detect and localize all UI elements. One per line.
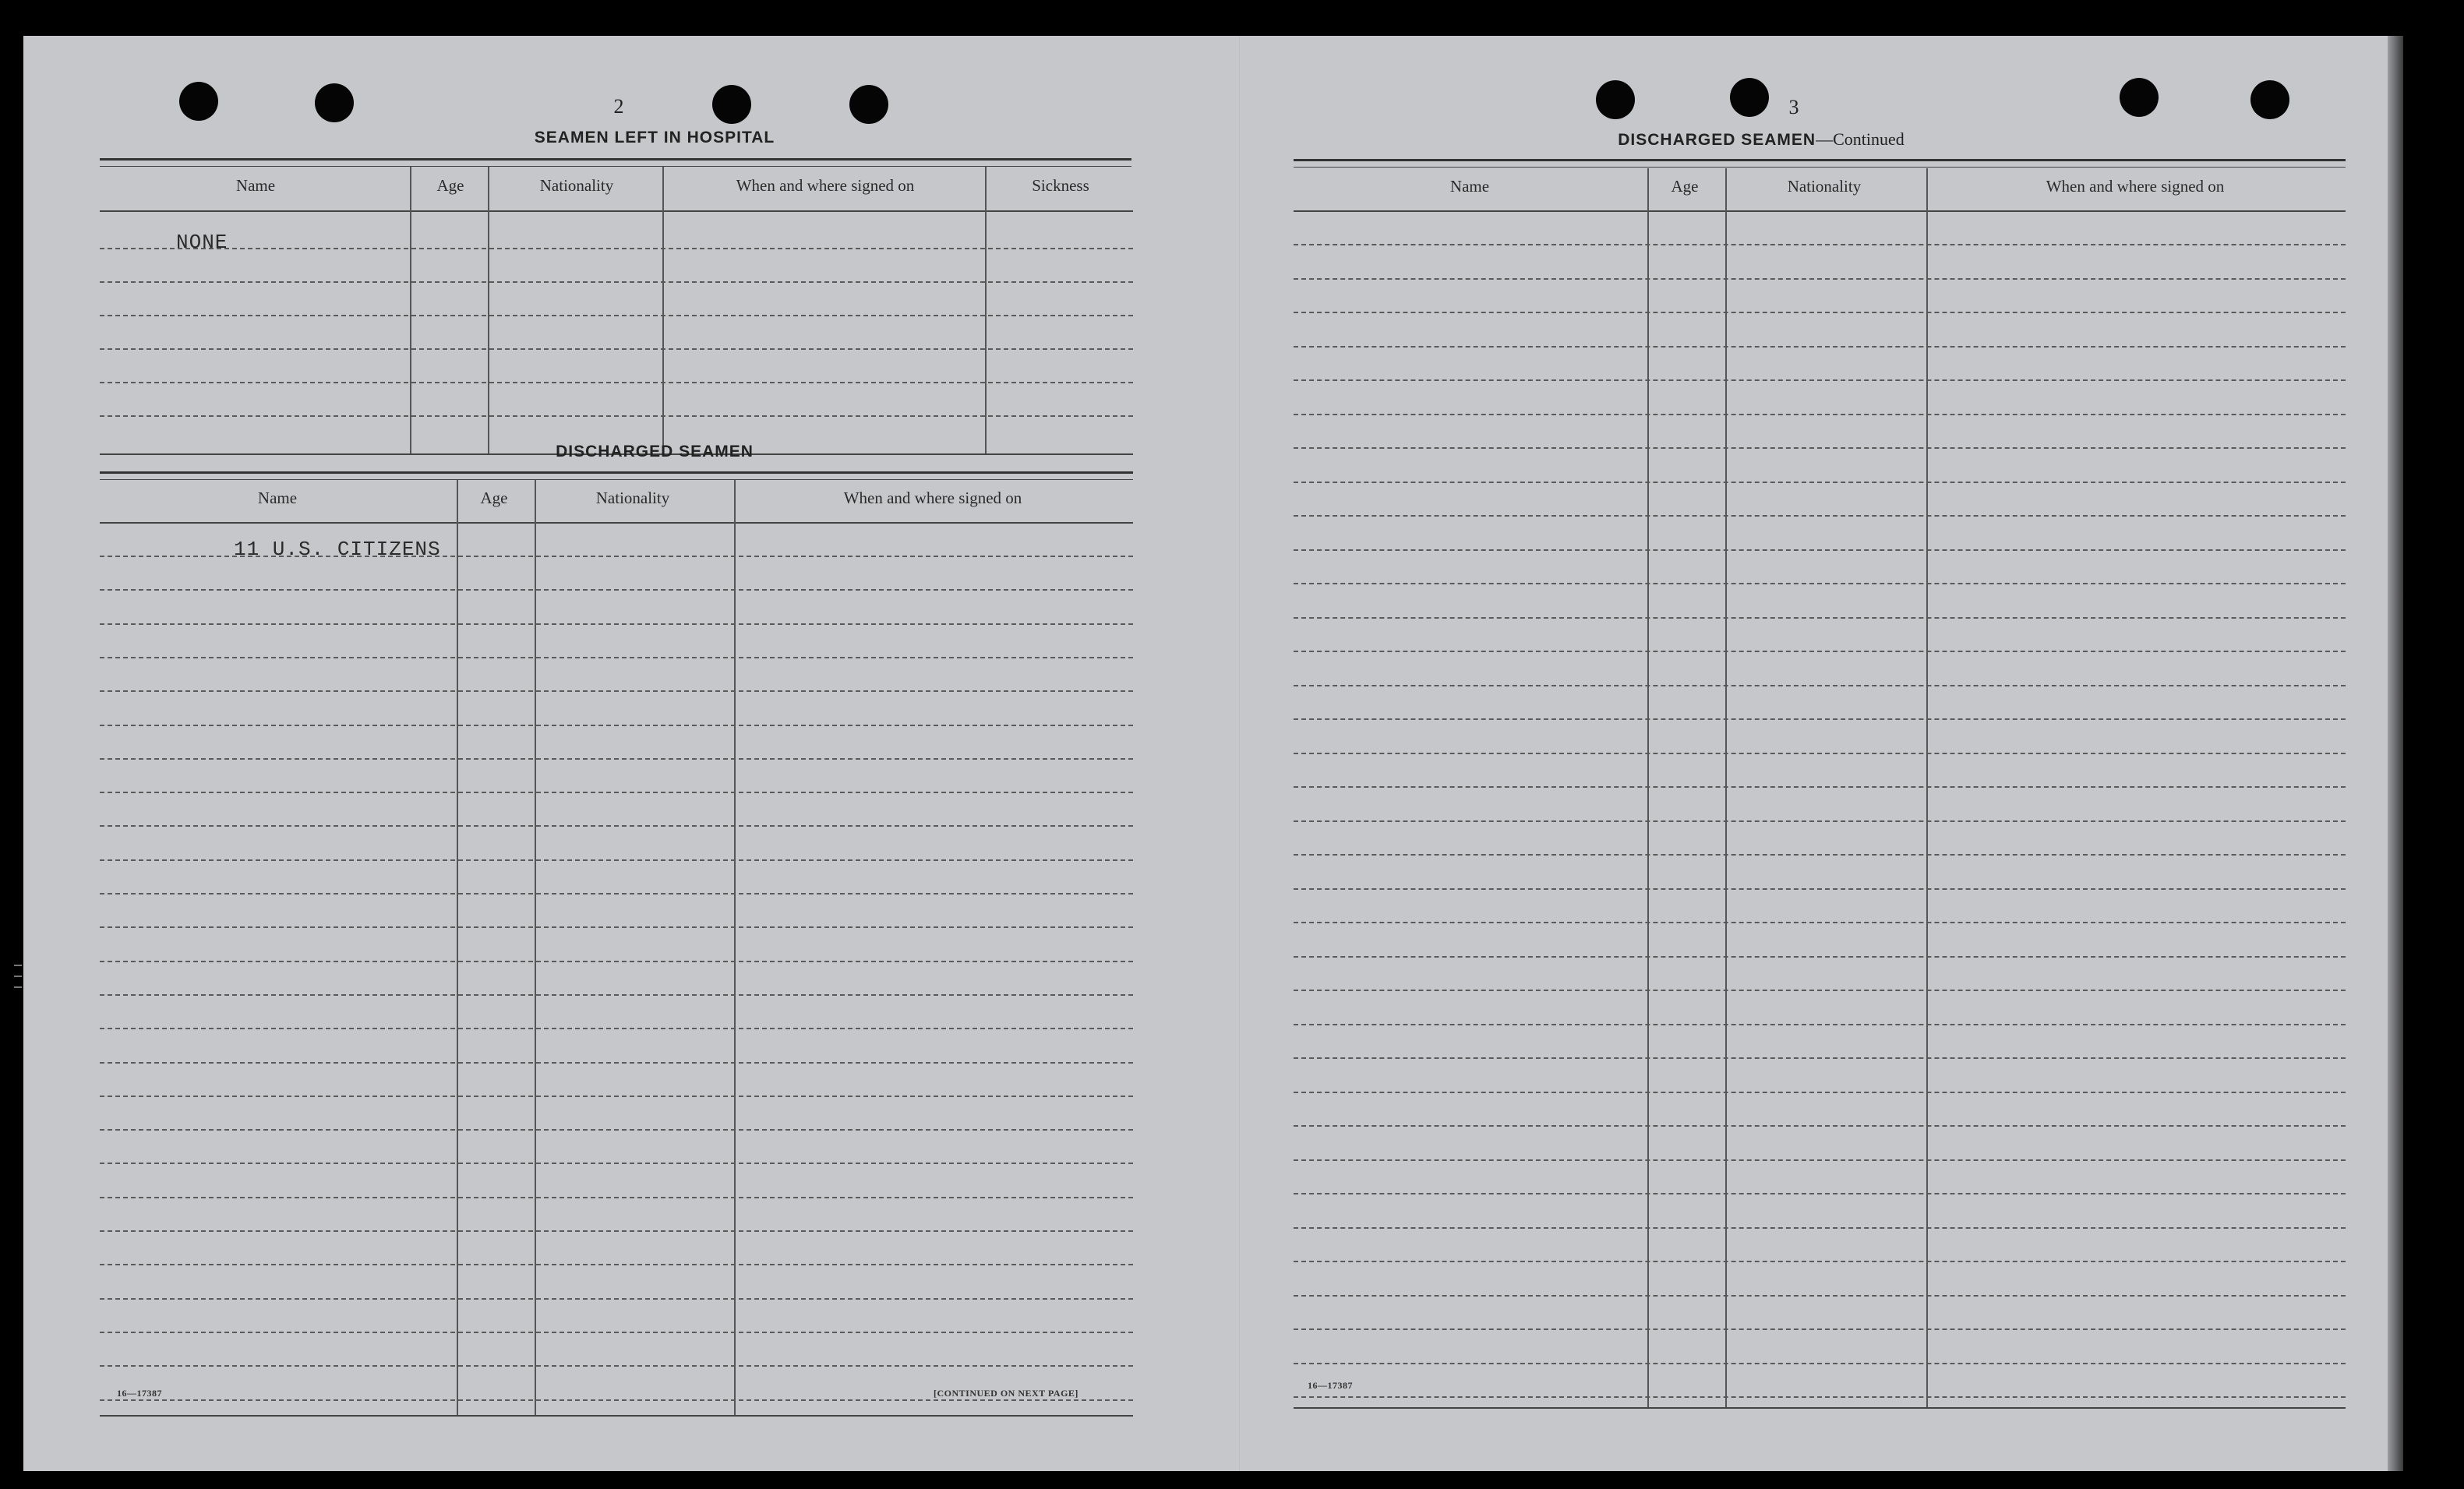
row-line xyxy=(1294,718,2346,720)
punch-hole-icon xyxy=(1730,78,1769,117)
form-number: 16—17387 xyxy=(117,1388,162,1399)
row-line xyxy=(100,657,1133,658)
row-line xyxy=(1294,1092,2346,1093)
edge-mark xyxy=(14,965,22,966)
row-line xyxy=(100,1365,1133,1367)
continued-note: [CONTINUED ON NEXT PAGE] xyxy=(934,1388,1078,1399)
row-line xyxy=(100,415,1133,417)
row-line xyxy=(1294,1125,2346,1127)
column-divider xyxy=(535,480,536,1415)
row-line xyxy=(1294,1295,2346,1297)
punch-hole-icon xyxy=(179,82,218,121)
double-rule xyxy=(100,471,1133,480)
row-line xyxy=(100,623,1133,625)
row-line xyxy=(1294,549,2346,551)
col-header-age: Age xyxy=(1671,177,1699,196)
row-line xyxy=(1294,1396,2346,1398)
col-header-age: Age xyxy=(480,489,508,507)
row-line xyxy=(1294,617,2346,619)
punch-hole-icon xyxy=(712,85,751,124)
row-line xyxy=(100,1230,1133,1232)
punch-hole-icon xyxy=(849,85,888,124)
row-line xyxy=(1294,447,2346,449)
col-header-name: Name xyxy=(235,176,276,195)
row-line xyxy=(100,1264,1133,1265)
row-line xyxy=(100,994,1133,996)
row-line xyxy=(100,248,1133,249)
row-line xyxy=(1294,1328,2346,1330)
page-number: 3 xyxy=(1788,96,1799,118)
row-line xyxy=(100,1129,1133,1131)
row-line xyxy=(1294,820,2346,822)
row-line xyxy=(1294,888,2346,890)
row-line xyxy=(1294,753,2346,754)
column-divider xyxy=(734,480,736,1415)
page-fold xyxy=(1239,36,1241,1471)
column-divider xyxy=(1647,168,1649,1407)
column-divider xyxy=(1725,168,1727,1407)
row-line xyxy=(1294,651,2346,652)
row-line xyxy=(100,690,1133,692)
row-line xyxy=(1294,1159,2346,1161)
punch-hole-icon xyxy=(2250,80,2289,119)
punch-hole-icon xyxy=(315,83,354,122)
double-rule xyxy=(1294,159,2346,168)
column-divider xyxy=(457,480,458,1415)
row-line xyxy=(100,1332,1133,1333)
row-line xyxy=(100,825,1133,827)
hospital-section-title: SEAMEN LEFT IN HOSPITAL xyxy=(534,129,775,146)
row-line xyxy=(1294,685,2346,686)
row-line xyxy=(1294,786,2346,788)
row-line xyxy=(1294,1193,2346,1194)
row-line xyxy=(1294,990,2346,991)
row-line xyxy=(100,281,1133,283)
header-rule xyxy=(1294,210,2346,212)
col-header-sickness: Sickness xyxy=(1032,176,1089,195)
row-line xyxy=(100,382,1133,383)
hospital-entry-name: NONE xyxy=(176,231,228,254)
table-bottom-rule xyxy=(100,1415,1133,1417)
row-line xyxy=(1294,1057,2346,1059)
title-main: DISCHARGED SEAMEN xyxy=(1618,131,1816,149)
row-line xyxy=(100,1298,1133,1300)
document-sheet xyxy=(23,36,2399,1471)
sheet-edge-shadow xyxy=(2388,36,2403,1471)
row-line xyxy=(1294,244,2346,245)
col-header-nationality: Nationality xyxy=(595,489,670,507)
col-header-signed-on: When and where signed on xyxy=(843,489,1022,507)
row-line xyxy=(100,1028,1133,1029)
row-line xyxy=(1294,1261,2346,1262)
row-line xyxy=(100,893,1133,894)
row-line xyxy=(1294,1227,2346,1229)
column-divider xyxy=(488,167,489,453)
row-line xyxy=(1294,414,2346,415)
row-line xyxy=(1294,1363,2346,1364)
table-bottom-rule xyxy=(1294,1407,2346,1409)
row-line xyxy=(100,589,1133,591)
title-suffix: —Continued xyxy=(1816,129,1904,149)
form-number: 16—17387 xyxy=(1308,1380,1353,1391)
discharged-continued-title xyxy=(1566,129,1956,150)
punch-hole-icon xyxy=(2120,78,2159,117)
column-divider xyxy=(985,167,987,453)
row-line xyxy=(1294,854,2346,856)
row-line xyxy=(100,961,1133,962)
row-line xyxy=(1294,922,2346,923)
col-header-age: Age xyxy=(436,176,464,195)
row-line xyxy=(1294,346,2346,348)
row-line xyxy=(100,926,1133,928)
column-divider xyxy=(662,167,664,453)
row-line xyxy=(100,348,1133,350)
row-line xyxy=(100,315,1133,316)
row-line xyxy=(1294,956,2346,958)
column-divider xyxy=(410,167,411,453)
col-header-name: Name xyxy=(257,489,298,507)
col-header-signed-on: When and where signed on xyxy=(2046,177,2225,196)
discharged-section-title: DISCHARGED SEAMEN xyxy=(556,443,754,460)
row-line xyxy=(100,1062,1133,1064)
row-line xyxy=(1294,278,2346,280)
row-line xyxy=(1294,379,2346,381)
row-line xyxy=(100,1096,1133,1097)
col-header-nationality: Nationality xyxy=(1787,177,1862,196)
row-line xyxy=(100,859,1133,861)
row-line xyxy=(1294,583,2346,584)
punch-hole-icon xyxy=(1596,80,1635,119)
column-divider xyxy=(1926,168,1928,1407)
row-line xyxy=(100,1197,1133,1198)
row-line xyxy=(1294,482,2346,483)
discharged-entry-name: 11 U.S. CITIZENS xyxy=(234,538,441,561)
col-header-signed-on: When and where signed on xyxy=(736,176,915,195)
edge-mark xyxy=(14,986,22,988)
header-rule xyxy=(100,210,1133,212)
row-line xyxy=(100,792,1133,793)
row-line xyxy=(1294,312,2346,313)
header-rule xyxy=(100,522,1133,524)
row-line xyxy=(1294,1024,2346,1025)
edge-mark xyxy=(14,976,22,977)
col-header-name: Name xyxy=(1449,177,1490,196)
row-line xyxy=(100,758,1133,760)
double-rule xyxy=(100,158,1131,167)
page-number: 2 xyxy=(613,95,624,118)
col-header-nationality: Nationality xyxy=(539,176,614,195)
row-line xyxy=(100,1163,1133,1164)
row-line xyxy=(100,725,1133,726)
row-line xyxy=(1294,515,2346,517)
